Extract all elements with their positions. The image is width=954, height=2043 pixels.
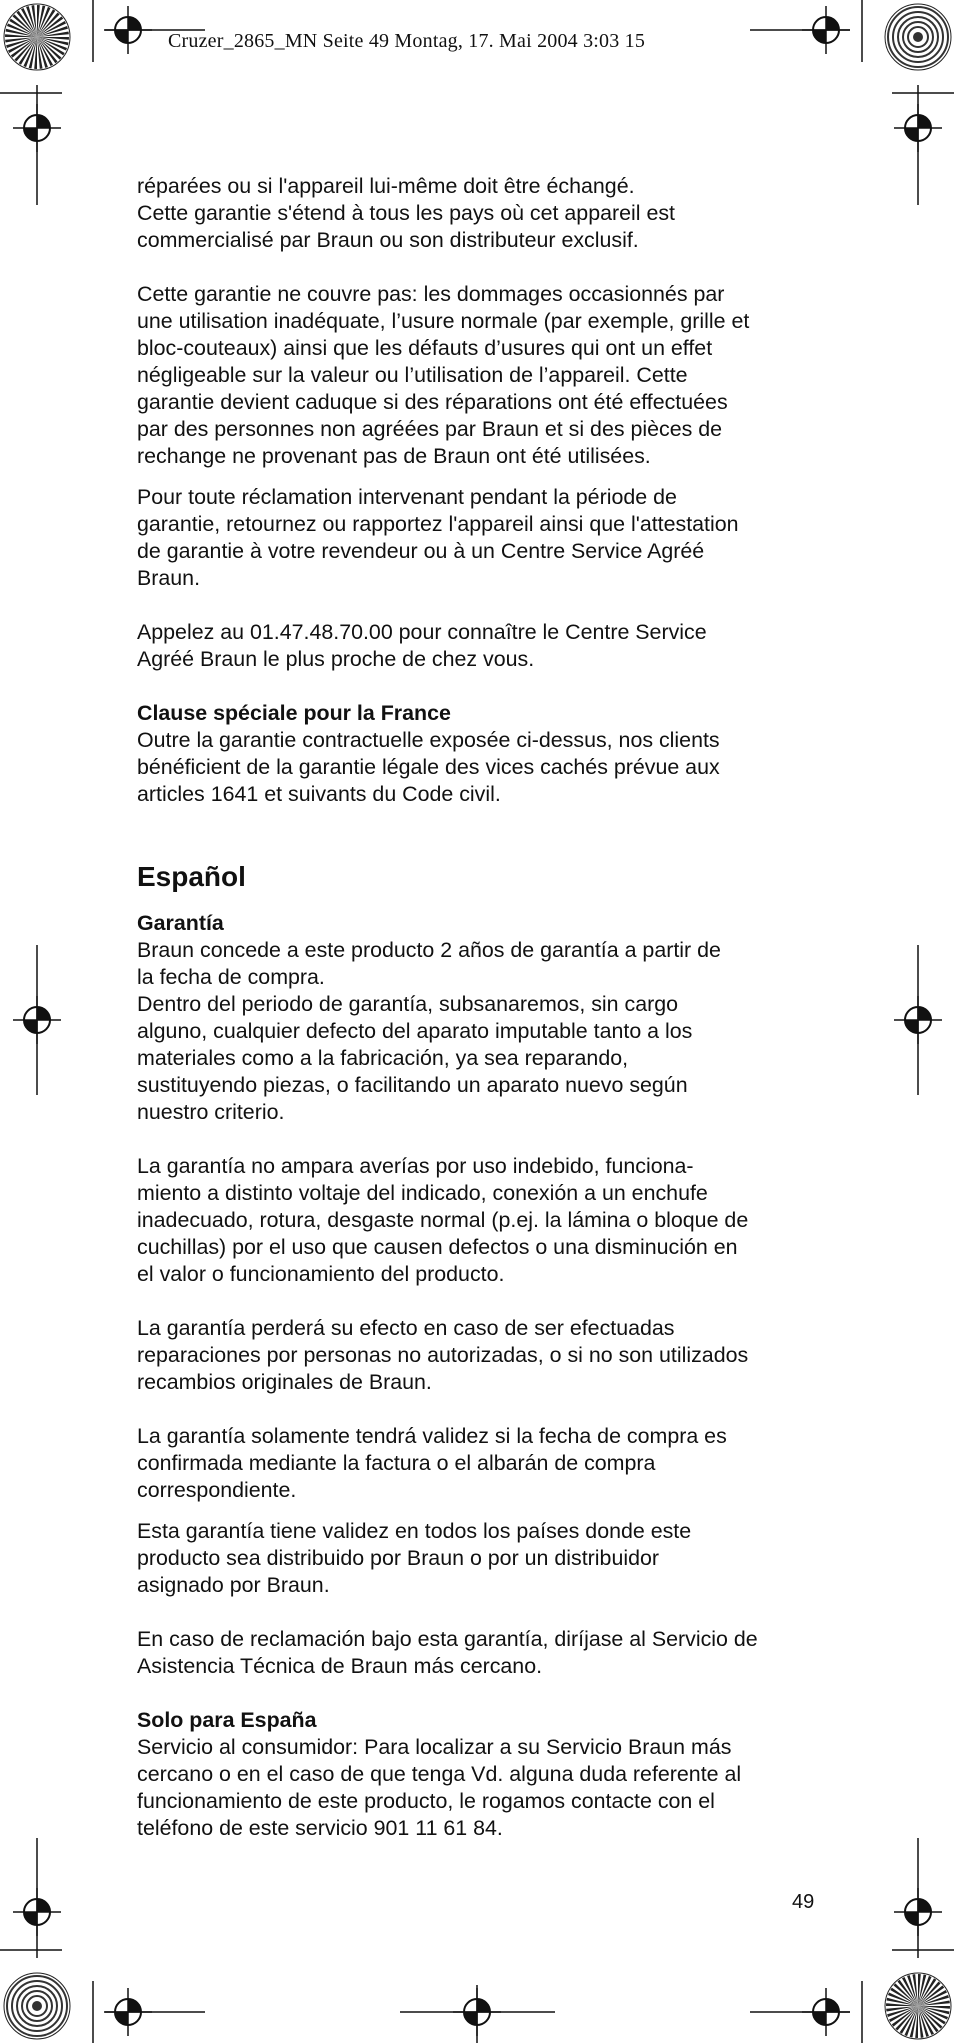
paragraph: réparées ou si l'appareil lui-même doit être échangé. Cette garantie s'étend à tous les pays où cet appareil est commercialisé par Braun ou son distributeur exclusif.: [137, 174, 675, 252]
print-slug-line: Cruzer_2865_MN Seite 49 Montag, 17. Mai 2004 3:03 15: [168, 30, 646, 52]
section-subheading: Solo para España: [137, 1708, 317, 1732]
body-text: [137, 173, 837, 1842]
section-subheading: Garantía: [137, 911, 224, 935]
star-target-top-left: [4, 4, 70, 70]
star-target-bottom-right: [885, 1973, 951, 2039]
target-bottom-left: [4, 1973, 70, 2039]
paragraph: Braun concede a este producto 2 años de garantía a partir de la fecha de compra. Dentro del periodo de garantía, subsanaremos, sin cargo alguno, cualquier defecto del aparato imputable tanto a los materiales como a la fabricación, ya sea reparando, sustituyendo piezas, o facilitando un aparato nuevo según nuestro criterio.: [137, 938, 721, 1124]
paragraph: Appelez au 01.47.48.70.00 pour connaître le Centre Service Agréé Braun le plus proche de chez vous.: [137, 620, 707, 671]
paragraph: Cette garantie ne couvre pas: les dommages occasionnés par une utilisation inadéquate, l’usure normale (par exemple, grille et bloc-couteaux) ainsi que les défauts d’usures qui ont un effet négligeable sur la valeur ou l’utilisation de l’appareil. Cette garantie devient caduque si des réparations ont été effectuées par des personnes non agréées par Braun et si des pièces de rechange ne provenant pas de Braun ont été utilisées.: [137, 282, 750, 468]
paragraph: Outre la garantie contractuelle exposée ci-dessus, nos clients bénéficient de la garantie légale des vices cachés prévue aux articles 1641 et suivants du Code civil.: [137, 728, 720, 806]
section-subheading: Clause spéciale pour la France: [137, 701, 451, 725]
paragraph: La garantía perderá su efecto en caso de ser efectuadas reparaciones por personas no autorizadas, o si no son utilizados recambios originales de Braun.: [137, 1316, 749, 1394]
target-top-right: [885, 4, 951, 70]
page-number: 49: [792, 1891, 815, 1913]
paragraph: Servicio al consumidor: Para localizar a su Servicio Braun más cercano o en el caso de que tenga Vd. alguna duda referente al funcionamiento de este producto, le rogamos contacte con el teléfono de este servicio 901 11 61 84.: [137, 1735, 742, 1840]
paragraph: La garantía solamente tendrá validez si la fecha de compra es confirmada mediante la factura o el albarán de compra correspondiente.: [137, 1424, 727, 1502]
paragraph: Pour toute réclamation intervenant pendant la période de garantie, retournez ou rapportez l'appareil ainsi que l'attestation de garantie à votre revendeur ou à un Centre Service Agréé Braun.: [137, 485, 739, 590]
section-heading: Español: [137, 861, 246, 892]
paragraph: Esta garantía tiene validez en todos los países donde este producto sea distribuido por Braun o por un distribuidor asignado por Braun.: [137, 1519, 692, 1597]
paragraph: La garantía no ampara averías por uso indebido, funciona- miento a distinto voltaje del indicado, conexión a un enchufe inadecuado, rotura, desgaste normal (p.ej. la lámina o bloque de cuchillas) por el uso que causen defectos o una disminución en el valor o funcionamiento del producto.: [137, 1154, 749, 1286]
paragraph: En caso de reclamación bajo esta garantía, diríjase al Servicio de Asistencia Técnica de Braun más cercano.: [137, 1627, 758, 1678]
